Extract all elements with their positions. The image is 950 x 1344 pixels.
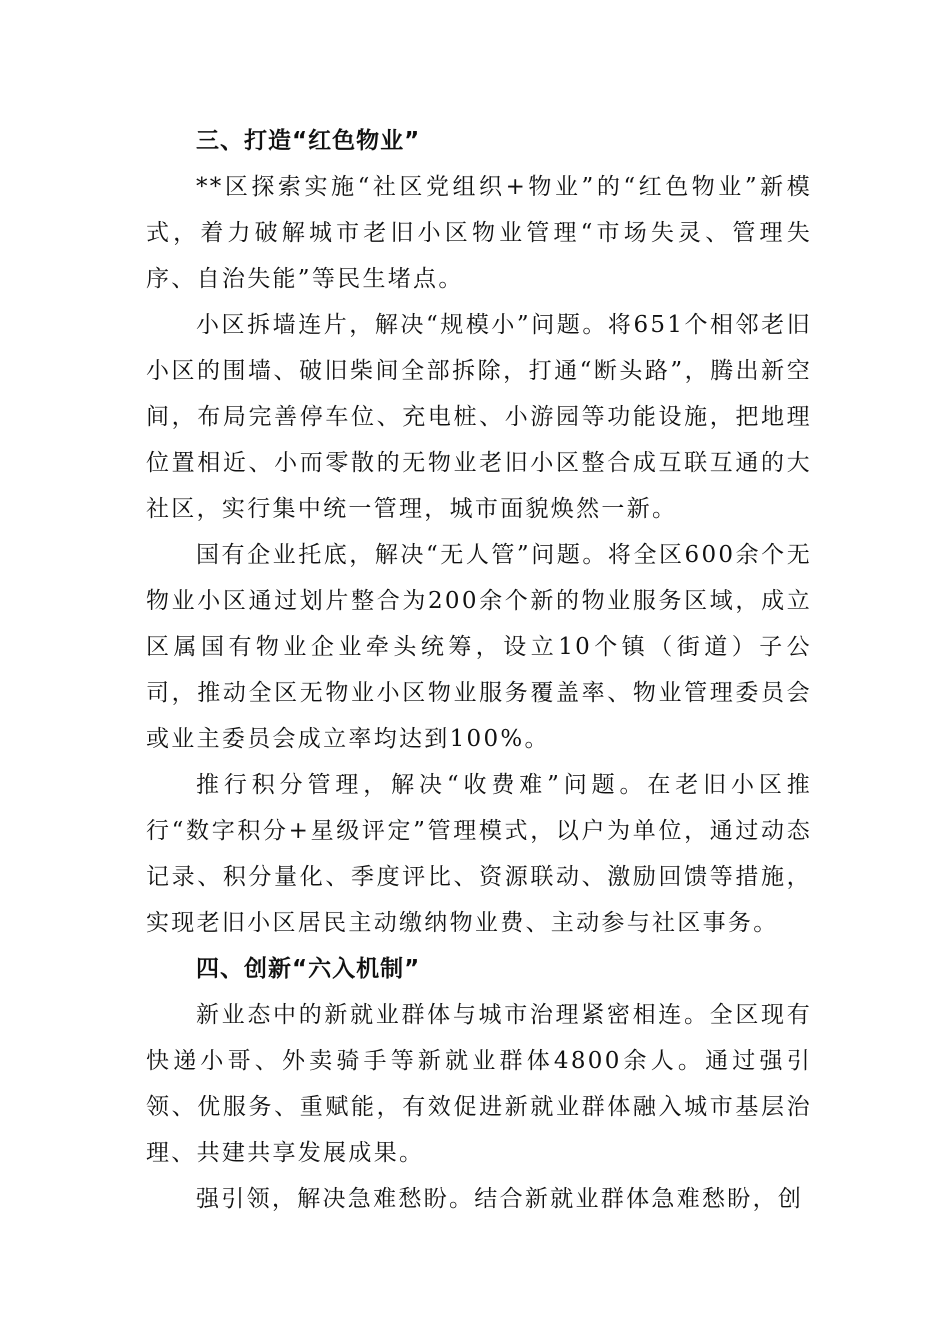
section-heading: 四、创新“六入机制” bbox=[196, 956, 421, 982]
paragraph: 国有企业托底，解决“无人管”问题。将全区600余个无物业小区通过划片整合为200余个新的物业服务区域，成立区属国有物业企业牵头统筹，设立10个镇（街道）子公司，推动全区无物业小区物业服务覆盖率、物业管理委员会或业主委员会成立率均达到100%。 bbox=[146, 542, 812, 752]
paragraph: 强引领，解决急难愁盼。结合新就业群体急难愁盼，创 bbox=[196, 1186, 804, 1212]
section-red-property bbox=[146, 118, 812, 946]
section-six-entry-mechanism bbox=[146, 946, 812, 1222]
section-heading: 三、打造“红色物业” bbox=[196, 128, 421, 154]
paragraph: 新业态中的新就业群体与城市治理紧密相连。全区现有快递小哥、外卖骑手等新就业群体4800余人。通过强引领、优服务、重赋能，有效促进新就业群体融入城市基层治理、共建共享发展成果。 bbox=[146, 1002, 812, 1166]
paragraph: **区探索实施“社区党组织+物业”的“红色物业”新模式，着力破解城市老旧小区物业管理“市场失灵、管理失序、自治失能”等民生堵点。 bbox=[146, 174, 812, 292]
document-body bbox=[146, 118, 812, 1222]
paragraph: 小区拆墙连片，解决“规模小”问题。将651个相邻老旧小区的围墙、破旧柴间全部拆除，打通“断头路”，腾出新空间，布局完善停车位、充电桩、小游园等功能设施，把地理位置相近、小而零散的无物业老旧小区整合成互联互通的大社区，实行集中统一管理，城市面貌焕然一新。 bbox=[146, 312, 812, 522]
paragraph: 推行积分管理，解决“收费难”问题。在老旧小区推行“数字积分+星级评定”管理模式，以户为单位，通过动态记录、积分量化、季度评比、资源联动、激励回馈等措施，实现老旧小区居民主动缴纳物业费、主动参与社区事务。 bbox=[146, 772, 812, 936]
